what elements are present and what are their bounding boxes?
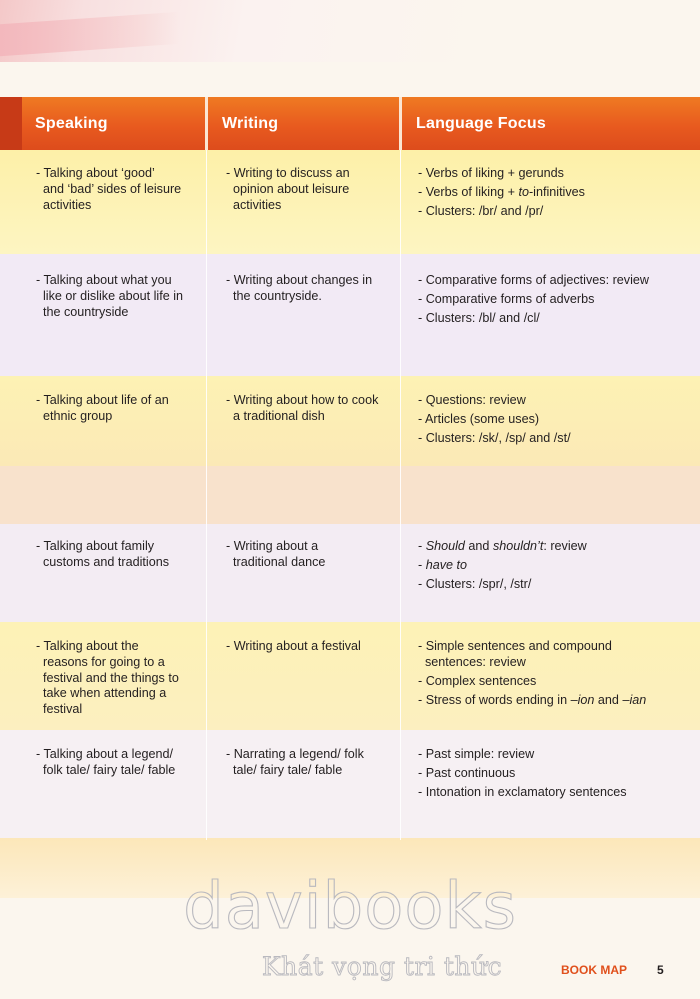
cell-line: - Talking about the <box>36 639 139 653</box>
item-text: and <box>464 539 493 553</box>
italic-term: –ian <box>622 692 647 707</box>
page-number: 5 <box>657 963 664 977</box>
language-focus-item <box>418 539 587 555</box>
watermark-brand: davibooks <box>183 870 517 944</box>
header-writing: Writing <box>222 115 279 132</box>
cell-line: and ‘bad’ sides of leisure <box>36 181 182 196</box>
language-focus-item <box>418 785 627 801</box>
cell-language-focus-6 <box>418 747 627 804</box>
language-focus-item <box>418 674 646 690</box>
item-text: -infinitives <box>528 184 585 199</box>
item-text: - Clusters: /br/ and /pr/ <box>418 203 544 218</box>
cell-speaking-2 <box>36 273 183 320</box>
cell-line: customs and traditions <box>36 554 169 569</box>
language-focus-item <box>418 412 571 428</box>
italic-term: shouldn’t <box>492 539 544 553</box>
cell-line: - Talking about family <box>36 539 155 553</box>
cell-line: the countryside. <box>226 288 322 303</box>
header-divider-2 <box>399 97 402 150</box>
header-speaking: Speaking <box>35 115 108 132</box>
band-peach-1 <box>0 466 700 524</box>
italic-term: –ion <box>570 692 595 707</box>
italic-term: have to <box>425 557 468 572</box>
item-text: - Verbs of liking + gerunds <box>418 166 564 180</box>
cell-language-focus-1 <box>418 166 585 223</box>
cell-speaking-1 <box>36 166 181 213</box>
column-divider-2 <box>400 150 401 840</box>
top-decoration <box>0 0 700 62</box>
language-focus-item <box>418 639 646 655</box>
item-text: - Questions: review <box>418 393 526 407</box>
cell-language-focus-5 <box>418 639 646 712</box>
item-text: - Comparative forms of adverbs <box>418 291 595 306</box>
cell-line: the countryside <box>36 304 129 319</box>
cell-writing-6 <box>226 747 364 779</box>
cell-line: opinion about leisure <box>226 181 350 196</box>
cell-line: activities <box>226 197 282 212</box>
language-focus-item <box>418 292 649 308</box>
cell-line: festival and the things to <box>36 670 179 685</box>
item-text: - Clusters: /spr/, /str/ <box>418 576 532 591</box>
language-focus-item <box>418 273 649 289</box>
item-text: - Past simple: review <box>418 747 535 761</box>
cell-language-focus-2 <box>418 273 649 330</box>
item-text: - <box>418 557 426 572</box>
language-focus-item <box>418 185 585 201</box>
italic-term: Should <box>425 539 465 553</box>
language-focus-item <box>418 204 585 220</box>
cell-line: activities <box>36 197 92 212</box>
language-focus-item <box>418 577 587 593</box>
cell-line: - Writing about how to cook <box>226 393 379 407</box>
cell-line: folk tale/ fairy tale/ fable <box>36 762 176 777</box>
language-focus-item <box>418 431 571 447</box>
cell-language-focus-3 <box>418 393 571 450</box>
cell-writing-1 <box>226 166 350 213</box>
cell-line: ethnic group <box>36 408 113 423</box>
cell-writing-2 <box>226 273 372 305</box>
cell-line: - Writing about changes in <box>226 273 373 287</box>
footer-label: BOOK MAP <box>561 963 627 977</box>
cell-line: - Writing about a <box>226 539 319 553</box>
cell-line: tale/ fairy tale/ fable <box>226 762 343 777</box>
item-text: - Verbs of liking + <box>418 184 519 199</box>
item-text: - Stress of words ending in <box>418 692 571 707</box>
item-text: : review <box>543 539 587 553</box>
language-focus-item <box>418 558 587 574</box>
item-text: - <box>418 539 426 553</box>
header-left-edge <box>0 97 22 150</box>
language-focus-item <box>418 693 646 709</box>
cell-language-focus-4 <box>418 539 587 596</box>
cell-line: a traditional dish <box>226 408 325 423</box>
cell-speaking-3 <box>36 393 169 425</box>
item-text: - Complex sentences <box>418 673 537 688</box>
cell-line: - Talking about what you <box>36 273 172 287</box>
language-focus-item <box>418 747 627 763</box>
item-text: - Comparative forms of adjectives: review <box>418 273 649 287</box>
language-focus-item <box>418 655 646 671</box>
cell-line: - Narrating a legend/ folk <box>226 747 364 761</box>
header-language-focus: Language Focus <box>416 115 546 132</box>
language-focus-item <box>418 311 649 327</box>
item-text: - Past continuous <box>418 765 516 780</box>
watermark-tagline: Khát vọng tri thức <box>262 952 503 981</box>
cell-line: - Writing about a festival <box>226 639 361 653</box>
cell-line: reasons for going to a <box>36 654 165 669</box>
cell-writing-3 <box>226 393 378 425</box>
item-text: - Simple sentences and compound <box>418 639 612 653</box>
italic-term: to <box>518 184 529 199</box>
language-focus-item <box>418 393 571 409</box>
cell-speaking-6 <box>36 747 175 779</box>
cell-line: traditional dance <box>226 554 326 569</box>
item-text: - Clusters: /sk/, /sp/ and /st/ <box>418 430 571 445</box>
cell-line: - Talking about ‘good’ <box>36 166 155 180</box>
item-text: sentences: review <box>418 654 526 669</box>
item-text: - Clusters: /bl/ and /cl/ <box>418 310 540 325</box>
cell-line: festival <box>36 702 83 717</box>
item-text: - Articles (some uses) <box>418 411 540 426</box>
cell-line: take when attending a <box>36 686 167 701</box>
cell-line: like or dislike about life in <box>36 288 183 303</box>
cell-speaking-4 <box>36 539 169 571</box>
item-text: - Intonation in exclamatory sentences <box>418 784 627 799</box>
header-divider-1 <box>205 97 208 150</box>
cell-writing-4 <box>226 539 325 571</box>
top-stripe <box>0 12 180 57</box>
language-focus-item <box>418 766 627 782</box>
cell-line: - Talking about a legend/ <box>36 747 173 761</box>
language-focus-item <box>418 166 585 182</box>
cell-speaking-5 <box>36 639 179 718</box>
column-divider-1 <box>206 150 207 840</box>
cell-line: - Talking about life of an <box>36 393 169 407</box>
item-text: and <box>594 692 623 707</box>
cell-line: - Writing to discuss an <box>226 166 350 180</box>
cell-writing-5 <box>226 639 361 655</box>
